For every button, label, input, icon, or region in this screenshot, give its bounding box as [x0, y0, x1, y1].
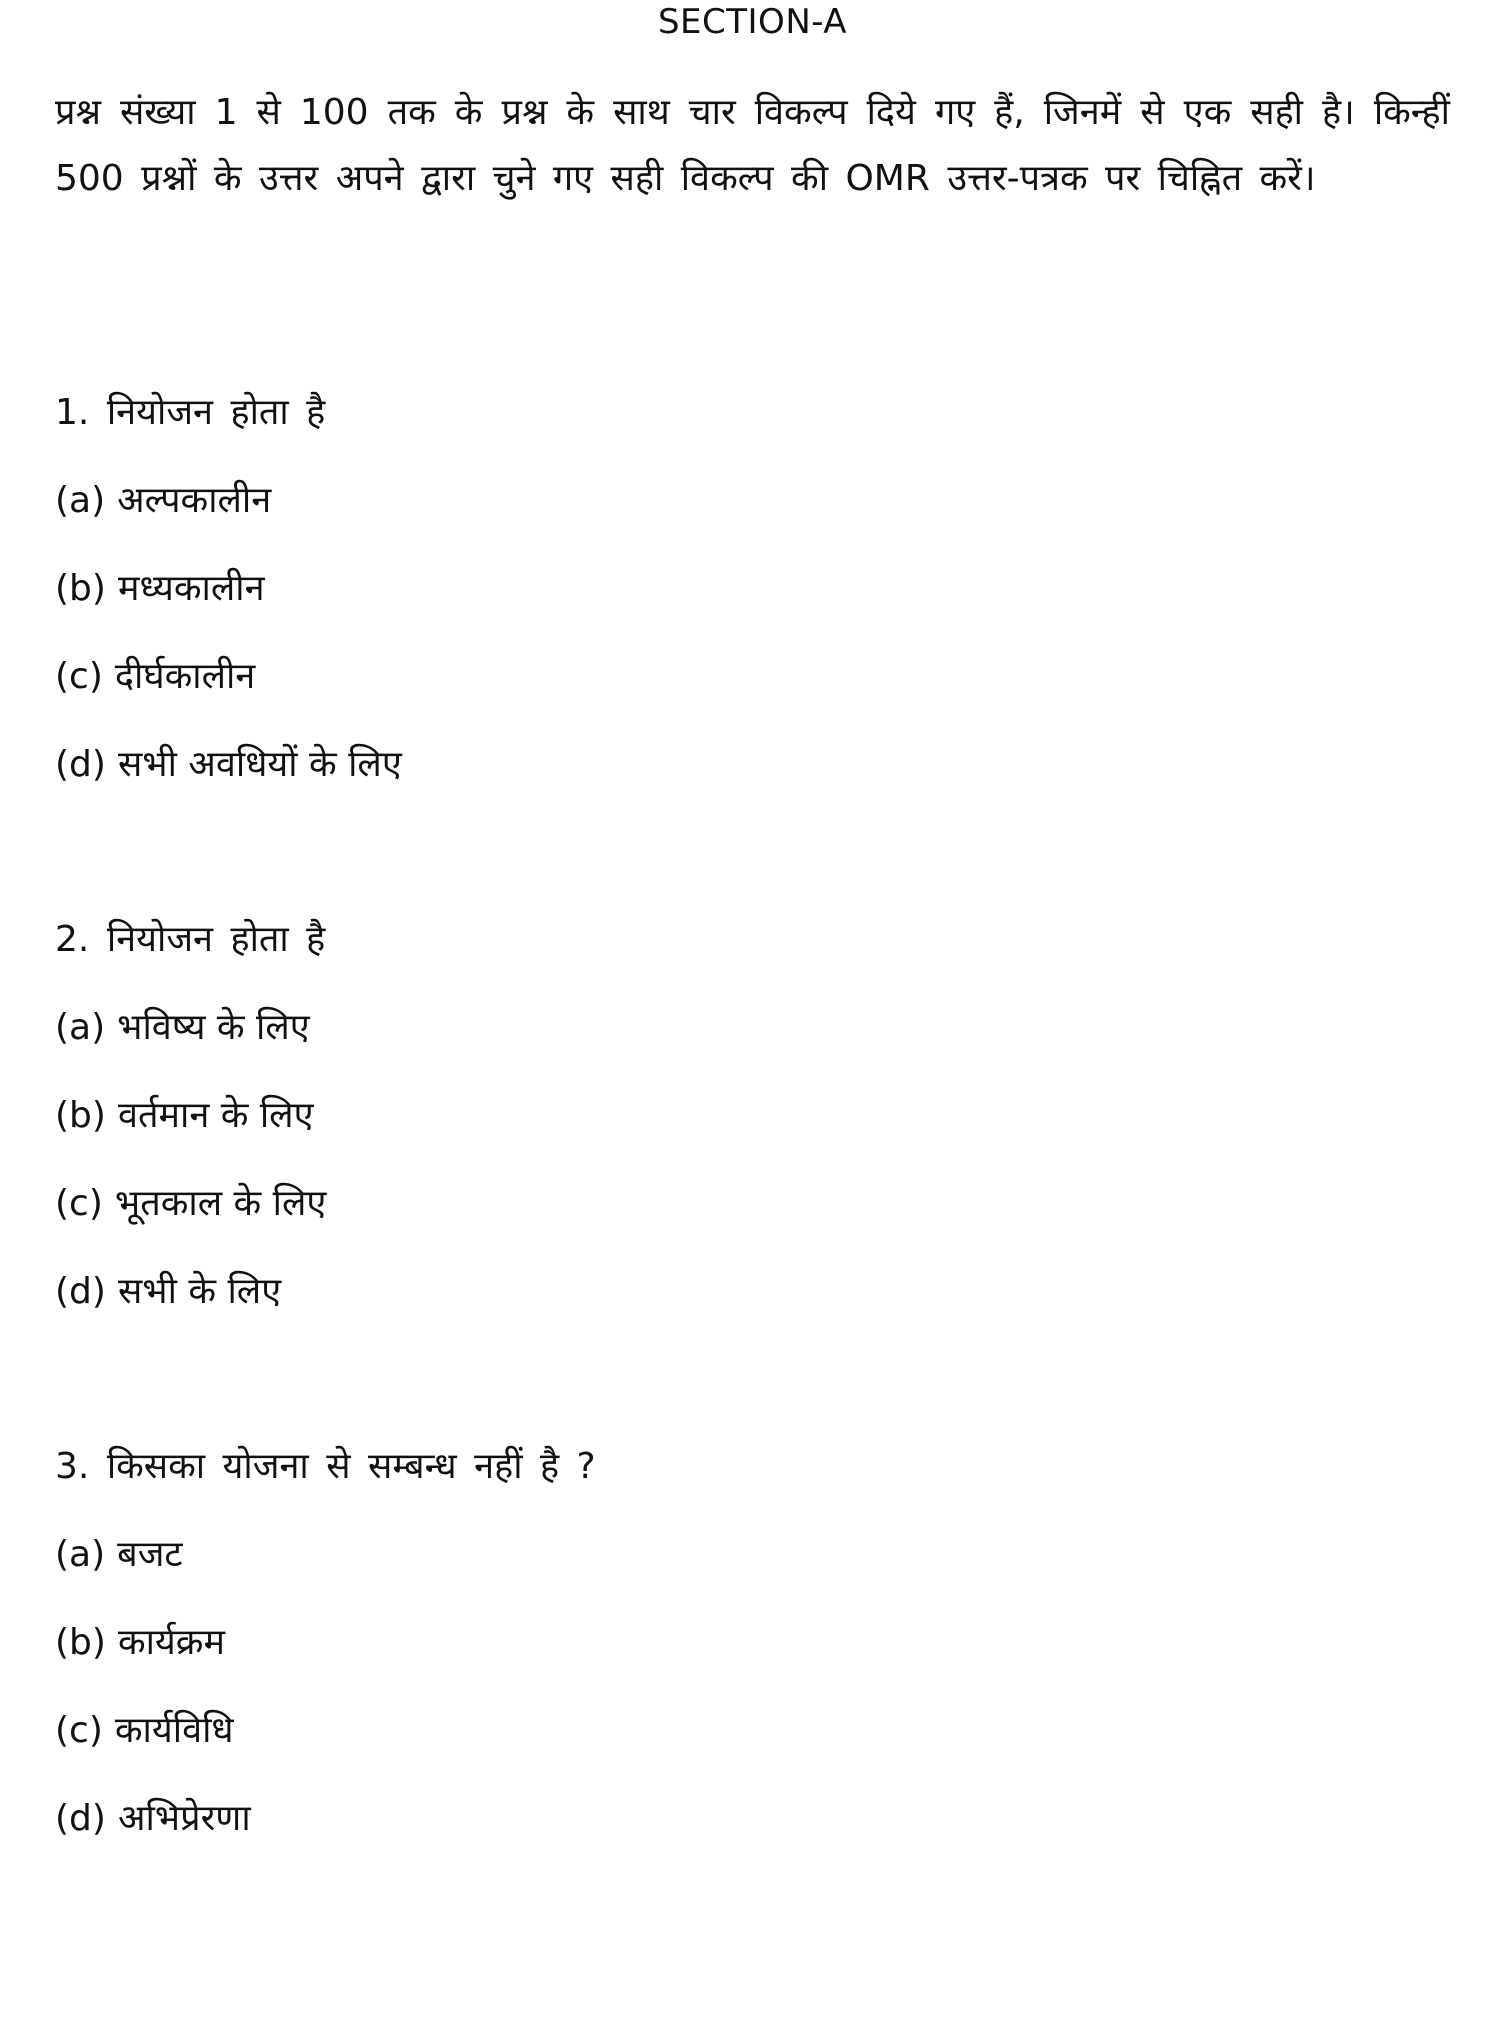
- option-letter: (c): [55, 1183, 103, 1224]
- option-text: कार्यक्रम: [117, 1622, 225, 1663]
- question-number: 2.: [55, 919, 90, 960]
- option-text: भविष्य के लिए: [117, 1007, 310, 1048]
- question-number: 1.: [55, 392, 90, 433]
- option-b: [55, 564, 1450, 614]
- question-3: [55, 1442, 1450, 1844]
- question-stem: [55, 915, 1450, 975]
- option-text: अभिप्रेरणा: [117, 1798, 251, 1839]
- option-text: मध्यकालीन: [117, 568, 265, 609]
- option-letter: (c): [55, 1710, 103, 1751]
- question-stem: [55, 388, 1450, 448]
- question-stem: [55, 1442, 1450, 1502]
- option-text: सभी अवधियों के लिए: [117, 744, 402, 785]
- question-number: 3.: [55, 1446, 90, 1487]
- option-letter: (d): [55, 1271, 106, 1312]
- option-a: [55, 1530, 1450, 1580]
- option-text: कार्यविधि: [114, 1710, 234, 1751]
- option-letter: (b): [55, 1622, 106, 1663]
- option-letter: (a): [55, 1007, 106, 1048]
- option-d: [55, 740, 1450, 790]
- option-letter: (a): [55, 480, 106, 521]
- option-letter: (c): [55, 656, 103, 697]
- option-letter: (a): [55, 1534, 106, 1575]
- option-letter: (d): [55, 1798, 106, 1839]
- question-text: नियोजन होता है: [106, 392, 326, 433]
- option-text: सभी के लिए: [117, 1271, 282, 1312]
- option-a: [55, 476, 1450, 526]
- option-c: [55, 1706, 1450, 1756]
- option-letter: (b): [55, 1095, 106, 1136]
- option-text: अल्पकालीन: [117, 480, 272, 521]
- option-b: [55, 1618, 1450, 1668]
- option-c: [55, 1179, 1450, 1229]
- option-text: वर्तमान के लिए: [117, 1095, 314, 1136]
- question-text: किसका योजना से सम्बन्ध नहीं है ?: [106, 1446, 596, 1487]
- question-1: [55, 388, 1450, 790]
- option-a: [55, 1003, 1450, 1053]
- instructions-paragraph: प्रश्न संख्या 1 से 100 तक के प्रश्न के साथ चार विकल्प दिये गए हैं, जिनमें से एक सही है। किन्हीं 500 प्रश्नों के उत्तर अपने द्वारा चुने गए सही विकल्प की OMR उत्तर-पत्रक पर चिह्नित करें।: [55, 92, 1450, 199]
- options-list: [55, 1003, 1450, 1317]
- option-d: [55, 1267, 1450, 1317]
- option-text: भूतकाल के लिए: [114, 1183, 327, 1224]
- section-title: SECTION-A: [657, 2, 848, 42]
- option-text: दीर्घकालीन: [114, 656, 256, 697]
- option-b: [55, 1091, 1450, 1141]
- option-text: बजट: [117, 1534, 183, 1575]
- option-letter: (b): [55, 568, 106, 609]
- question-text: नियोजन होता है: [106, 919, 326, 960]
- options-list: [55, 1530, 1450, 1844]
- option-c: [55, 652, 1450, 702]
- question-2: [55, 915, 1450, 1317]
- option-letter: (d): [55, 744, 106, 785]
- options-list: [55, 476, 1450, 790]
- option-d: [55, 1794, 1450, 1844]
